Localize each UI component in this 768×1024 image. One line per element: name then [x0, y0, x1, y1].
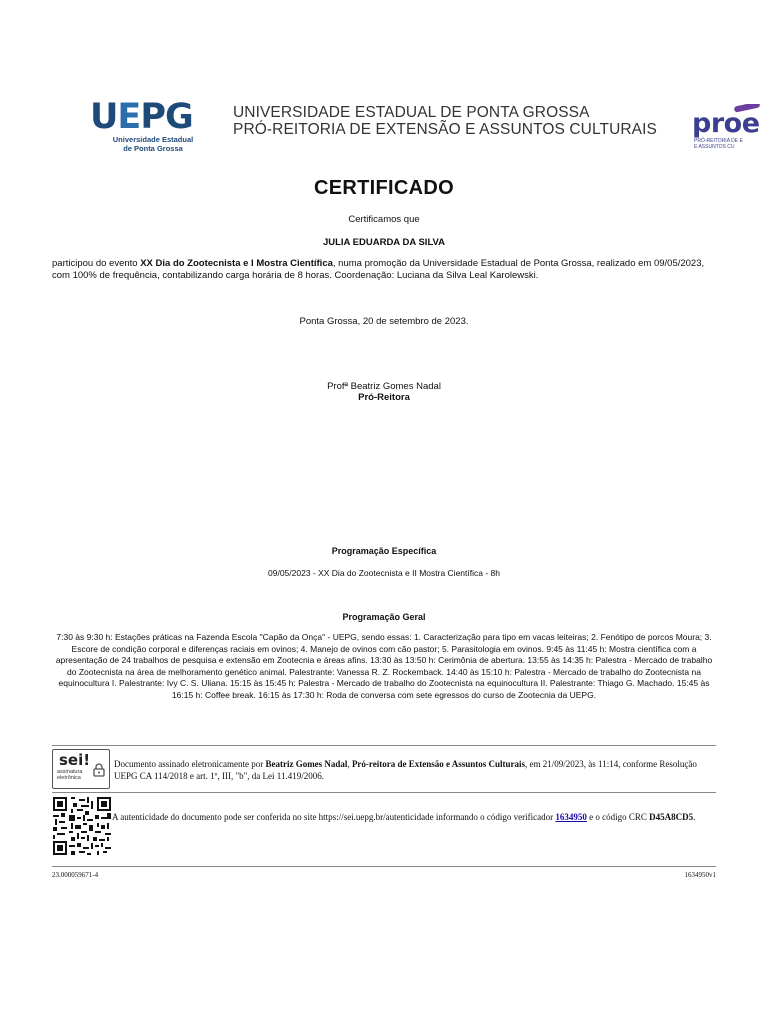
- qr-code-icon: [53, 797, 111, 855]
- participant-name: JULIA EDUARDA DA SILVA: [322, 237, 446, 248]
- header-university-name: UNIVERSIDADE ESTADUAL DE PONTA GROSSA: [233, 104, 590, 121]
- general-programming-title: Programação Geral: [342, 612, 426, 622]
- divider: [52, 745, 716, 746]
- signature-statement: Documento assinado eletronicamente por Beatriz Gomes Nadal, Pró-reitora de Extensão e Assuntos Culturais, em 21/09/2023, às 11:14, conforme Resolução UEPG CA 114/2018 e art. 1º, III, "b", da Lei 11.419/2006.: [114, 759, 697, 781]
- place-and-date: Ponta Grossa, 20 de setembro de 2023.: [299, 316, 469, 327]
- verification-code-link[interactable]: 1634950: [555, 812, 587, 822]
- event-name: XX Dia do Zootecnista e I Mostra Científica: [140, 258, 333, 269]
- process-number: 23.000059671-4: [52, 871, 99, 879]
- divider: [52, 792, 716, 793]
- proex-logo-subtitle: PRÓ-REITORIA DE E E ASSUNTOS CU: [694, 138, 743, 150]
- signer-role: Pró-Reitora: [358, 392, 410, 403]
- signature-role: Pró-reitora de Extensão e Assuntos Culturais: [351, 759, 526, 769]
- authenticity-statement: A autenticidade do documento pode ser conferida no site https://sei.uepg.br/autenticidade informando o código verificador 1634950 e o código CRC D45A8CD5.: [112, 812, 696, 822]
- specific-programming-text: 09/05/2023 - XX Dia do Zootecnista e II Mostra Científica - 8h: [268, 568, 500, 578]
- certificate-paragraph: participou do evento XX Dia do Zootecnista e I Mostra Científica, numa promoção da Universidade Estadual de Ponta Grossa, realizado em 09/05/2023, com 100% de frequência, contabilizando carga horária de 8 horas. Coordenação: Luciana da Silva Leal Karolewski.: [52, 258, 705, 281]
- uepg-logo-wordmark: UEPG: [90, 97, 193, 137]
- proex-logo: [690, 104, 768, 154]
- proex-logo-wordmark: proe: [692, 108, 760, 139]
- sei-logo-subtitle: assinatura eletrônica: [57, 769, 83, 781]
- uepg-logo-subtitle: Universidade Estadual de Ponta Grossa: [112, 135, 194, 153]
- certificate-intro: Certificamos que: [348, 214, 420, 225]
- signer-name: Profª Beatriz Gomes Nadal: [327, 381, 441, 392]
- sei-logo-wordmark: sei!: [59, 751, 91, 769]
- general-programming-text: 7:30 às 9:30 h: Estações práticas na Fazenda Escola "Capão da Onça" - UEPG, sendo essas: 1. Caracterização para tipo em vacas leiteiras; 2. Fenótipo de porcos Moura; 3. Escore de condição corporal e diferenças raciais em ovinos; 4. Manejo de ovinos com cão pastor; 5. Parasitologia em ovinos. 9:45 às 11:45 h: Mostra científica com a apresentação de 24 trabalhos de pesquisa e extensão em Zootecnia e áreas afins. 13:30 às 13:50 h: Cerimônia de abertura. 13:55 às 14:35 h: Palestra - Mercado de trabalho do Zootecnista na área de melhoramento genético animal. Palestrante: Vanessa R. Z. Rockemback. 14:40 às 15:10 h: Palestra - Mercado de trabalho do Zootecnista na equinocultura I. Palestrante: Ivy C. S. Uliana. 15:15 às 15:45 h: Palestra - Mercado de trabalho do Zootecnista na equinocultura II. Palestrante: Thiago G. Machado. 15:45 às 16:15 h: Coffee break. 16:15 às 17:30 h: Roda de conversa com sete egressos do curso de Zootecnia da UEPG.: [55, 632, 713, 700]
- lock-icon: [93, 763, 105, 777]
- document-version: 1634950v1: [684, 871, 716, 879]
- sei-signature-logo: [52, 749, 110, 789]
- divider: [52, 866, 716, 867]
- header-department-name: PRÓ-REITORIA DE EXTENSÃO E ASSUNTOS CULTURAIS: [233, 121, 657, 138]
- crc-code: D45A8CD5: [649, 812, 694, 822]
- uepg-logo: [90, 98, 215, 154]
- specific-programming-title: Programação Específica: [331, 546, 437, 556]
- certificate-title: CERTIFICADO: [314, 177, 454, 199]
- signature-signer: Beatriz Gomes Nadal: [265, 759, 348, 769]
